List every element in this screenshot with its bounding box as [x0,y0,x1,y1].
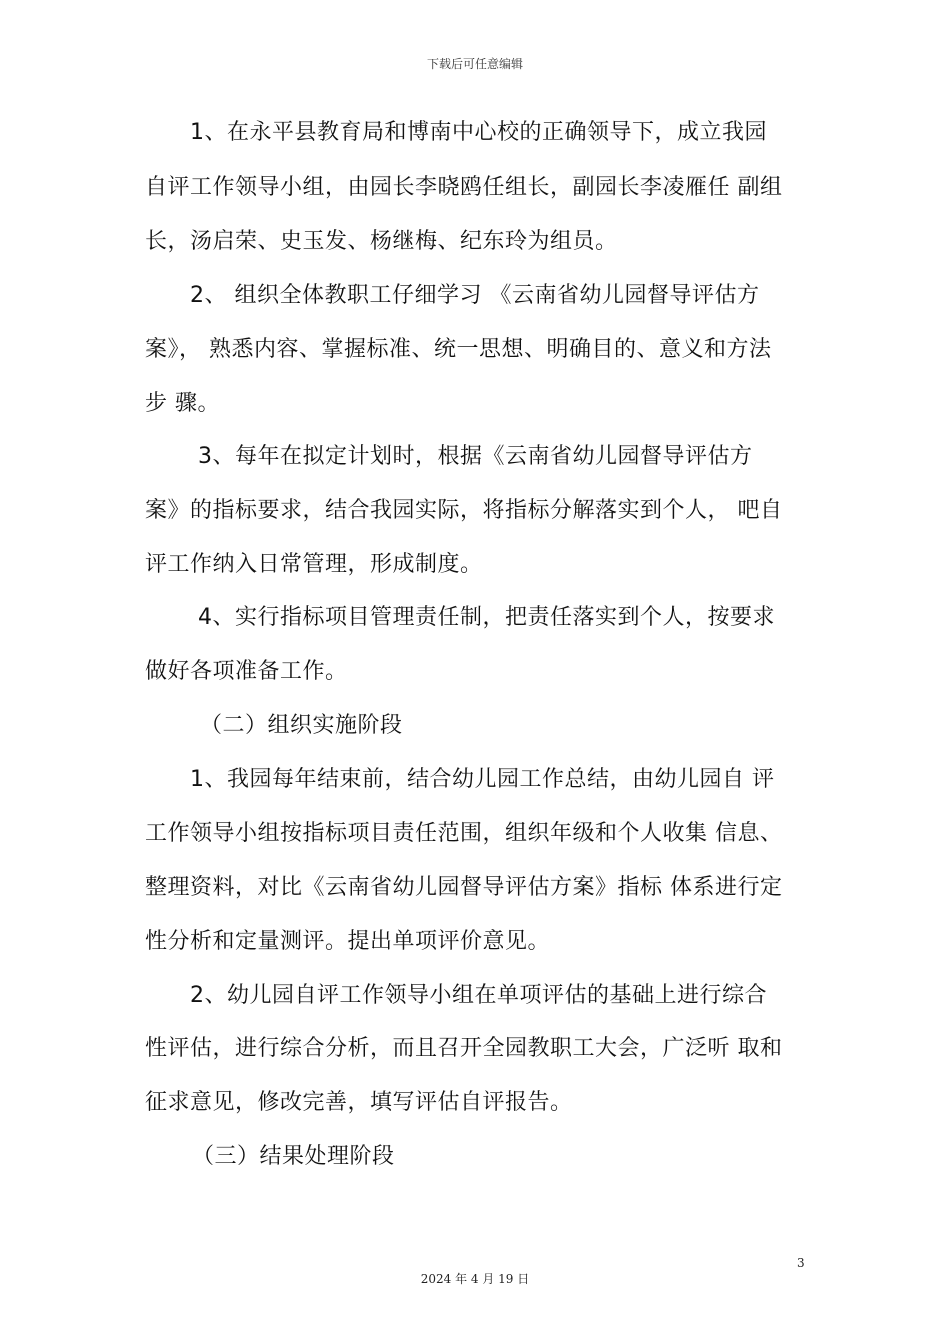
text-line: 长，汤启荣、史玉发、杨继梅、纪东玲为组员。 [145,229,618,254]
section-heading: （三）结果处理阶段 [192,1144,395,1169]
text-line: 1、在永平县教育局和博南中心校的正确领导下，成立我园 [190,120,767,145]
text-line: 评工作纳入日常管理，形成制度。 [145,552,483,577]
page-header: 下载后可任意编辑 [426,57,523,71]
text-line: 性分析和定量测评。提出单项评价意见。 [145,929,551,954]
text-line: 2、幼儿园自评工作领导小组在单项评估的基础上进行综合 [190,983,767,1008]
text-line: 自评工作领导小组，由园长李晓鸥任组长，副园长李凌雁任 副组 [145,175,783,200]
text-line: 案》， 熟悉内容、掌握标准、统一思想、明确目的、意义和方法 [145,337,772,362]
text-line: 2、 组织全体教职工仔细学习 《云南省幼儿园督导评估方 [190,283,760,308]
text-line: 案》的指标要求，结合我园实际，将指标分解落实到个人， 吧自 [145,498,783,523]
text-line: 3、每年在拟定计划时，根据《云南省幼儿园督导评估方 [198,444,753,469]
text-line: 步 骤。 [145,391,220,416]
text-line: 整理资料，对比《云南省幼儿园督导评估方案》指标 体系进行定 [145,875,783,900]
text-line: 性评估，进行综合分析，而且召开全园教职工大会，广泛听 取和 [145,1036,783,1061]
section-heading: （二）组织实施阶段 [200,713,403,738]
footer-date: 2024 年 4 月 19 日 [420,1272,530,1286]
text-line: 4、实行指标项目管理责任制，把责任落实到个人，按要求 [198,605,775,630]
text-line: 1、我园每年结束前，结合幼儿园工作总结，由幼儿园自 评 [190,767,775,792]
text-line: 工作领导小组按指标项目责任范围，组织年级和个人收集 信息、 [145,821,783,846]
text-line: 做好各项准备工作。 [145,659,348,684]
page-number: 3 [797,1256,805,1270]
text-line: 征求意见，修改完善，填写评估自评报告。 [145,1090,573,1115]
